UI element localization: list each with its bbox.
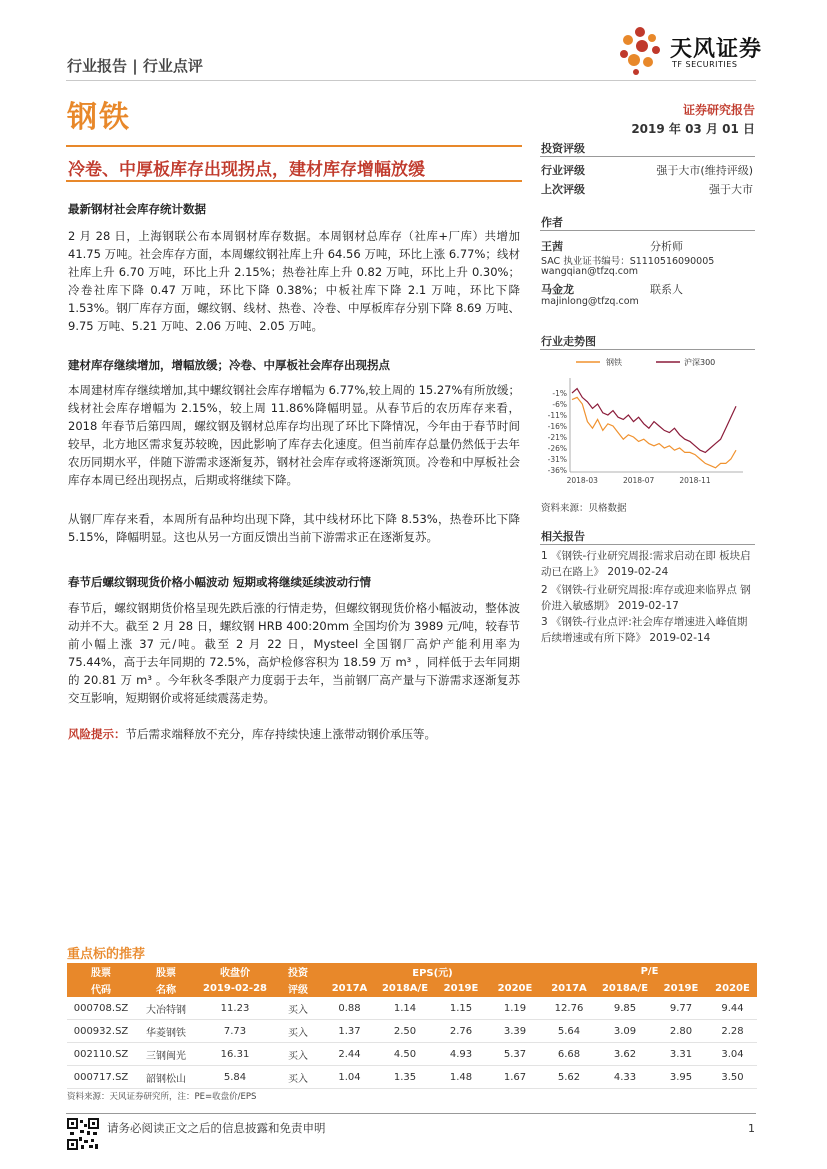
table-cell: 000717.SZ <box>67 1066 135 1089</box>
table-cell: 11.23 <box>197 997 273 1020</box>
footer-divider <box>66 1113 756 1114</box>
headline-rule-bottom <box>66 180 522 182</box>
table-cell: 3.62 <box>596 1043 654 1066</box>
table-cell: 买入 <box>273 1043 323 1066</box>
table-title: 重点标的推荐 <box>67 947 146 962</box>
rating-label: 行业评级 <box>541 164 585 177</box>
table-cell: 12.76 <box>542 997 596 1020</box>
sidebar-rule <box>540 544 755 545</box>
table-cell: 5.62 <box>542 1066 596 1089</box>
table-cell: 3.39 <box>488 1020 542 1043</box>
table-header-cell: 2019E <box>654 980 708 997</box>
y-tick-label: -16% <box>547 422 567 431</box>
risk-text: 节后需求端释放不充分，库存持续快速上涨带动钢价承压等。 <box>125 727 436 741</box>
paragraph: 春节后，螺纹钢期货价格呈现先跌后涨的行情走势，但螺纹钢现货价格小幅波动，整体波动并不大。截至 2 月 28 日，螺纹钢 HRB 400:20mm 全国均价为 3989 元/吨，较春节前小幅上涨 37 元/吨。截至 2 月 22 日，Mysteel 全国钢厂高炉产能利用率为 75.44%，高于去年同期的 72.5%，高炉检修容积为 18.59 万 m³ ，同样低于去年同期的 20.81 万 m³ 。今年秋冬季限产力度弱于去年，当前钢厂高产量与下游需求逐渐复苏交互影响，短期钢价或将延续震荡走势。 <box>68 601 520 705</box>
y-tick-label: -6% <box>552 400 567 409</box>
y-tick-label: -26% <box>547 444 567 453</box>
author-name: 马金龙 <box>541 283 574 296</box>
prev-rating-value: 强于大市 <box>709 183 753 196</box>
table-header-cell: 评级 <box>273 980 323 997</box>
series-line-steel <box>572 397 736 467</box>
table-cell: 3.09 <box>596 1020 654 1043</box>
related-report[interactable]: 3 《钢铁-行业点评:社会库存增速进入峰值期 后续增速或有所下降》 2019-02-14 <box>541 616 748 644</box>
trend-chart <box>538 350 758 490</box>
author-email[interactable]: majinlong@tfzq.com <box>541 296 639 307</box>
related-report[interactable]: 2 《钢铁-行业研究周报:库存或迎来临界点 钢价进入敏感期》 2019-02-17 <box>541 584 751 612</box>
section-heading: 最新钢材社会库存统计数据 <box>68 202 206 216</box>
author-email[interactable]: wangqian@tfzq.com <box>541 266 639 277</box>
legend-label-steel: 钢铁 <box>606 358 622 367</box>
x-tick-label: 2018-03 <box>566 476 598 485</box>
report-date: 2019 年 03 月 01 日 <box>631 122 755 136</box>
qr-code-icon <box>67 1118 99 1150</box>
table-cell: 1.04 <box>323 1066 376 1089</box>
author-cert: SAC 执业证书编号：S1110516090005 <box>541 256 715 267</box>
page-number: 1 <box>748 1122 755 1135</box>
table-cell: 三钢闽光 <box>135 1043 197 1066</box>
table-cell: 买入 <box>273 1066 323 1089</box>
table-cell: 2.50 <box>376 1020 434 1043</box>
table-cell: 韶钢松山 <box>135 1066 197 1089</box>
trend-heading: 行业走势图 <box>541 335 596 348</box>
sidebar-rule <box>540 156 755 157</box>
related-heading: 相关报告 <box>541 530 585 543</box>
table-header-cell: 2018A/E <box>596 980 654 997</box>
paragraph: 从钢厂库存来看，本周所有品种均出现下降，其中线材环比下降 8.53%，热卷环比下降 5.15%，降幅明显。这也从另一方面反馈出当前下游需求正在逐渐复苏。 <box>68 512 520 544</box>
table-header-cell: 收盘价 <box>197 963 273 980</box>
section-heading: 建材库存继续增加，增幅放缓；冷卷、中厚板社会库存出现拐点 <box>68 358 390 372</box>
table-note: 资料来源：天风证券研究所，注：PE=收盘价/EPS <box>67 1092 257 1102</box>
y-tick-label: -11% <box>547 411 567 420</box>
risk-note <box>68 725 520 743</box>
x-tick-label: 2018-11 <box>679 476 711 485</box>
table-cell: 3.95 <box>654 1066 708 1089</box>
section-heading: 春节后螺纹钢现货价格小幅波动 短期或将继续延续波动行情 <box>68 575 372 589</box>
table-cell: 7.73 <box>197 1020 273 1043</box>
author-name: 王茜 <box>541 240 563 253</box>
table-cell: 2.44 <box>323 1043 376 1066</box>
table-cell: 9.85 <box>596 997 654 1020</box>
table-cell: 2.80 <box>654 1020 708 1043</box>
related-report[interactable]: 1 《钢铁-行业研究周报:需求启动在即 板块启动已在路上》 2019-02-24 <box>541 550 751 578</box>
table-cell: 1.35 <box>376 1066 434 1089</box>
table-cell: 4.33 <box>596 1066 654 1089</box>
prev-rating-label: 上次评级 <box>541 183 585 196</box>
table-header-cell: 代码 <box>67 980 135 997</box>
table-cell: 1.19 <box>488 997 542 1020</box>
y-tick-label: -31% <box>547 455 567 464</box>
y-tick-label: -36% <box>547 466 567 475</box>
logo-text: 天风证券 <box>670 37 763 62</box>
table-cell: 9.77 <box>654 997 708 1020</box>
risk-label: 风险提示： <box>68 727 126 741</box>
table-header-cell: 2019E <box>434 980 488 997</box>
report-type: 证券研究报告 <box>682 103 755 117</box>
table-row <box>67 997 757 1020</box>
table-cell: 5.64 <box>542 1020 596 1043</box>
table-cell: 3.50 <box>708 1066 757 1089</box>
table-cell: 3.31 <box>654 1043 708 1066</box>
legend-label-csi300: 沪深300 <box>684 358 716 367</box>
table-header-cell: 2020E <box>488 980 542 997</box>
x-tick-label: 2018-07 <box>622 476 655 485</box>
table-cell: 16.31 <box>197 1043 273 1066</box>
table-cell: 6.68 <box>542 1043 596 1066</box>
paragraph: 本周建材库存继续增加,其中螺纹钢社会库存增幅为 6.77%,较上周的 15.27%有所放缓；线材社会库存增幅为 2.15%，较上周 11.86%降幅明显。从春节后的农历库存来看，2018 年春节后第四周，螺纹钢及钢材总库存均出现了环比下降情况，今年由于春节时间较早，北方地区需求复苏较晚，因此影响了库存去化速度。但当前库存总量仍然低于去年农历同期水平，伴随下游需求逐渐复苏，钢材社会库存或将逐渐筑顶。冷卷和中厚板社会库存本周已经出现拐点，后期或将继续下降。 <box>68 383 520 487</box>
table-cell: 买入 <box>273 997 323 1020</box>
table-cell: 大冶特钢 <box>135 997 197 1020</box>
logo-subtext: TF SECURITIES <box>672 60 738 69</box>
table-header-cell: 2017A <box>323 980 376 997</box>
table-cell: 4.50 <box>376 1043 434 1066</box>
chart-source: 资料来源：贝格数据 <box>541 503 627 514</box>
table-header-cell: 2018A/E <box>376 980 434 997</box>
table-cell: 9.44 <box>708 997 757 1020</box>
table-header-cell: 投资 <box>273 963 323 980</box>
table-row <box>67 1066 757 1089</box>
headline-rule-top <box>66 145 522 147</box>
rating-heading: 投资评级 <box>541 142 585 155</box>
paragraph: 2 月 28 日，上海钢联公布本周钢材库存数据。本周钢材总库存（社库+厂库）共增加 41.75 万吨。社会库存方面，本周螺纹钢社库上升 64.56 万吨，环比上涨 6.77%；线材社库上升 6.70 万吨，环比上升 2.15%；热卷社库上升 0.82 万吨，环比上升 0.30%；冷卷社库下降 0.47 万吨，环比下降 0.38%；中板社库下降 2.1 万吨，环比下降 1.53%。钢厂库存方面，螺纹钢、线材、热卷、冷卷、中厚板库存分别下降 8.69 万吨、9.75 万吨、5.21 万吨、2.06 万吨、2.05 万吨。 <box>68 229 520 333</box>
sector-title: 钢铁 <box>67 100 131 135</box>
table-cell: 1.67 <box>488 1066 542 1089</box>
table-cell: 1.15 <box>434 997 488 1020</box>
rating-value: 强于大市(维持评级) <box>656 164 753 177</box>
table-header-cell: 2020E <box>708 980 757 997</box>
table-header-cell: 股票 <box>135 963 197 980</box>
table-cell: 3.04 <box>708 1043 757 1066</box>
table-row <box>67 1043 757 1066</box>
table-cell: 000708.SZ <box>67 997 135 1020</box>
table-header-cell: EPS(元) <box>323 963 542 980</box>
table-cell: 华菱钢铁 <box>135 1020 197 1043</box>
table-cell: 4.93 <box>434 1043 488 1066</box>
table-cell: 000932.SZ <box>67 1020 135 1043</box>
table-header-cell: P/E <box>542 963 757 980</box>
header-divider <box>66 80 756 81</box>
table-header-cell: 股票 <box>67 963 135 980</box>
report-category: 行业报告 | 行业点评 <box>67 57 203 75</box>
table-cell: 2.76 <box>434 1020 488 1043</box>
y-tick-label: -1% <box>552 389 567 398</box>
table-cell: 1.48 <box>434 1066 488 1089</box>
table-cell: 5.84 <box>197 1066 273 1089</box>
stock-table <box>67 963 757 1089</box>
author-heading: 作者 <box>541 216 563 229</box>
table-header-cell: 2019-02-28 <box>197 980 273 997</box>
table-header-cell: 2017A <box>542 980 596 997</box>
table-row <box>67 1020 757 1043</box>
table-cell: 2.28 <box>708 1020 757 1043</box>
table-header-cell: 名称 <box>135 980 197 997</box>
sidebar-rule <box>540 230 755 231</box>
table-cell: 0.88 <box>323 997 376 1020</box>
table-cell: 买入 <box>273 1020 323 1043</box>
headline: 冷卷、中厚板库存出现拐点，建材库存增幅放缓 <box>68 160 425 180</box>
author-role: 分析师 <box>650 240 683 253</box>
disclaimer: 请务必阅读正文之后的信息披露和免责申明 <box>107 1121 326 1135</box>
y-tick-label: -21% <box>547 433 567 442</box>
logo-mark-icon <box>610 24 666 76</box>
table-cell: 1.37 <box>323 1020 376 1043</box>
table-cell: 1.14 <box>376 997 434 1020</box>
table-cell: 002110.SZ <box>67 1043 135 1066</box>
author-role: 联系人 <box>650 283 683 296</box>
table-cell: 5.37 <box>488 1043 542 1066</box>
